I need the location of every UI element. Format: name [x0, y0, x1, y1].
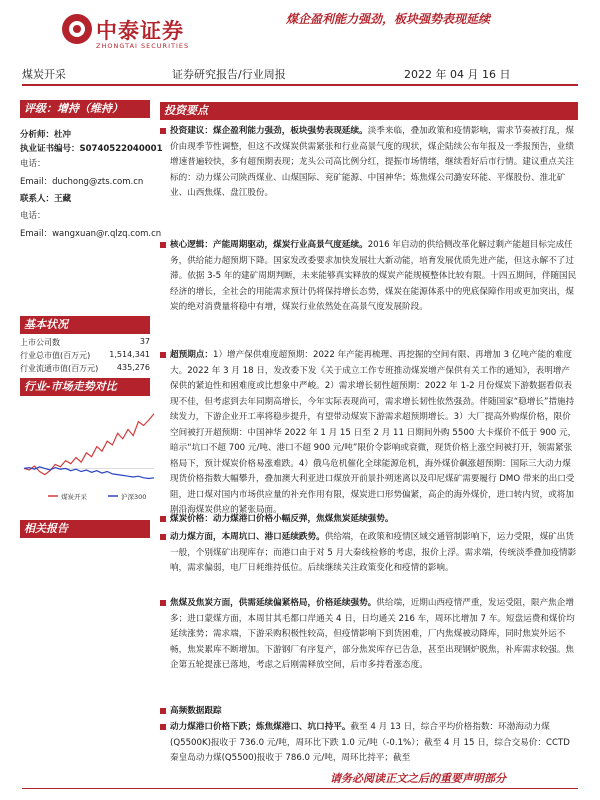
series-line-0 [24, 414, 154, 475]
paragraph-upside-points [170, 348, 578, 519]
legend-label-0: 煤炭开采 [61, 493, 87, 501]
para-bold: 炼焦煤港口、坑口持平。 [255, 722, 351, 732]
footer-divider [22, 788, 578, 789]
para-text: 2016 年启动的供给侧改革化解过剩产能超目标完成任务，供给能力超预期下降。国家发改委要求加快发展壮大新动能，培育发展优质先进产能，但这永解不了过滞。依据 3-5 年的建矿周期判断，未来能够真实释放的煤炭产能规模整体比较有限。十四五期间，伴随国民经济的增长，全社会的用能需求预计仍将保持增长态势，煤炭在能源体系中的兜底保障作用或更加突出，煤炭的绝对消费量将稳中有增，煤炭行业依然处在高景气度发展阶段。 [170, 240, 577, 312]
basic-info-title: 基本状况 [20, 316, 150, 334]
fact-label: 行业流通市值(百万元) [20, 364, 99, 373]
paragraph-thermal-port-price [170, 720, 578, 767]
paragraph-core-logic [170, 238, 578, 316]
para-text: 1）增产保供难度超预期：2022 年产能再梳理、再挖掘的空间有限、再增加 3 亿吨产能的难度大。2022 年 3 月 18 日，发改委下发《关于成立工作专班推动煤炭增产保供有关工作的通知》，表明增产保供的紧迫性和困难度或比想象中严峻。2）需求增长韧性超预期：2022 年 1-2 月份煤炭下游数据看似表现不佳，但考虑到去年同期高增长，今年实际表现尚可，需求增长韧性依然强劲。伴随国家“稳增长”措施持续发力，下游企业开工率将稳步提升，有望带动煤炭下游需求超预期增长。3）大厂提高外购煤价格，限价空间被打开超预期：中国神华 2022 年 1 月 15 日至 2 月 11 日期间外购 5500 大卡煤价不低于 900 元，暗示“坑口不超 700 元/吨、港口不超 900 元/吨”限价令影响或衰微，现货价格上涨空间被打开，领需紧张格局下，预计煤炭价格易涨难跌。4）俄乌危机催化全球能源危机，海外煤价飙涨超预期：国际三大动力煤现货价格指数大幅攀升，叠加澳大利亚进口煤放开前景扑朔迷离以及印尼煤矿需要履行 DMO 带来的出口受阻，进口煤对国内市场供应量的补充作用有限，煤炭进口形势偏紧，高企的海外煤价，进口转内贸，或将加剧沿海煤炭供应的紧张局面。 [170, 350, 577, 515]
para-lead: 超预期点： [170, 350, 213, 360]
doc-type-label: 证券研究报告/行业周报 [172, 68, 286, 81]
footer-disclaimer: 请务必阅读正文之后的重要声明部分 [330, 772, 506, 785]
para-lead: 煤炭价格： [170, 514, 213, 524]
para-bold: 供需延续偏紧格局，价格延续强势。 [238, 598, 377, 608]
fact-value: 1,514,341 [109, 350, 150, 359]
bullet-icon [160, 600, 166, 606]
contact-name: 联系人：王藏 [20, 194, 72, 204]
trend-chart-title: 行业-市场走势对比 [20, 378, 150, 396]
logo-text-cn: 中泰证券 [96, 19, 184, 43]
fact-label: 上市公司数 [20, 338, 60, 347]
para-lead: 焦煤及焦炭方面， [170, 598, 239, 608]
para-text: 淡季来临，叠加政策和疫情影响，需求节奏被打乱，煤价由现季节性调整，但这不改煤炭供需紧张和行业高景气度的现状，煤企陆续公布年报及一季报预告，业绩增速普遍较快，多有超预期表现；龙头公司高比例分红，提振市场情绪，继续看好后市行情。建议重点关注标的：动力煤公司陕西煤业、山煤国际、兖矿能源、中国神华；炼焦煤公司潞安环能、平煤股份、淮北矿业、山西焦煤、盘江股份。 [170, 126, 574, 198]
logo-text-en: ZHONGTAI SECURITIES [96, 42, 190, 50]
investment-highlights-title: 投资要点 [160, 102, 578, 120]
legend-label-1: 沪深300 [121, 493, 147, 501]
bullet-icon [160, 534, 166, 540]
bullet-icon [160, 352, 166, 358]
analyst-name: 分析师：杜冲 [20, 130, 72, 140]
bullet-icon [160, 724, 166, 730]
analyst-email[interactable]: Email：duchong@zts.com.cn [20, 177, 144, 187]
paragraph-coking-coal [170, 596, 578, 674]
rating-badge: 评级：增持（维持） [20, 100, 150, 118]
bullet-icon [160, 516, 166, 522]
para-bold: 动力煤港口价格小幅反弹，焦煤焦炭延续强势。 [212, 514, 394, 524]
fact-row [20, 337, 150, 348]
para-bold: 煤企盈利能力强劲，板块强势表现延续。 [212, 126, 368, 136]
report-headline: 煤企盈利能力强劲，板块强势表现延续 [286, 12, 491, 26]
trend-chart [20, 400, 160, 510]
fact-row [20, 363, 150, 374]
paragraph-coal-price [170, 512, 578, 528]
para-lead: 高频数据跟踪 [170, 706, 222, 716]
para-bold: 本周坑口、港口延续跌势。 [221, 532, 325, 542]
paragraph-investment-advice [170, 124, 578, 202]
analyst-phone: 电话： [20, 159, 46, 169]
para-lead: 动力煤港口价格下跌； [170, 722, 256, 732]
related-reports-title: 相关报告 [20, 520, 150, 538]
contact-email[interactable]: Email：wangxuan@r.qlzq.com.cn [20, 229, 162, 239]
para-bold: 产能周期驱动，煤炭行业高景气度延续。 [212, 240, 368, 250]
sector-label: 煤炭开采 [22, 68, 66, 81]
fact-row [20, 350, 150, 361]
bullet-icon [160, 242, 166, 248]
license-number: 执业证书编号：S0740522040001 [20, 144, 163, 154]
para-lead: 投资建议： [170, 126, 213, 136]
paragraph-hf-data [170, 704, 578, 720]
company-logo [62, 14, 222, 56]
para-lead: 核心逻辑： [170, 240, 213, 250]
fact-value: 435,276 [116, 363, 150, 372]
bullet-icon [160, 708, 166, 714]
para-text: 供给端，近期山西疫情严重，发运受阻，限产焦企增多；进口蒙煤方面，本周甘其毛都口岸通关 4 日，日均通关 216 车，周环比增加 7 车。短盘运费和煤价均延续涨势；需求端，下游采购积极性较高，但疫情影响下到货困难，厂内焦煤被动降库，同时焦炭外运不畅，焦炭累库不断增加。下游钢厂有序复产，部分焦炭库存已告急，甚至出现钢炉脱焦，补库需求较强。焦企第五轮提涨已落地，考虑之后刚需释放空间，后市多持看涨态度。 [170, 598, 575, 670]
para-text: 截至 4 月 13 日，综合平均价格指数：环渤海动力煤(Q5500K)报收于 736.0 元/吨，周环比下跌 1.0 元/吨（-0.1%）；截至 4 月 15 日，综合交易价：CCTD 秦皇岛动力煤(Q5500)报收于 786.0 元/吨，周环比持平；截至 [170, 722, 570, 763]
contact-phone: 电话： [20, 211, 46, 221]
fact-label: 行业总市值(百万元) [20, 351, 91, 360]
para-text: 供给端，在政策和疫情区域交通管制影响下，运力受限，煤矿出货一般，个别煤矿出现库存；而港口由于对 5 月大秦线检修的考虑，报价上浮。需求端，传统淡季叠加疫情影响，需求偏弱，电厂日耗维持低位。后续继续关注政策变化和疫情的影响。 [170, 532, 577, 573]
paragraph-thermal-coal [170, 530, 578, 577]
header-divider [22, 84, 578, 86]
para-lead: 动力煤方面， [170, 532, 222, 542]
trend-chart-svg [20, 400, 160, 510]
bullet-icon [160, 128, 166, 134]
report-date: 2022 年 04 月 16 日 [404, 68, 511, 81]
fact-value: 37 [139, 337, 150, 346]
logo-mark-icon [62, 14, 92, 44]
